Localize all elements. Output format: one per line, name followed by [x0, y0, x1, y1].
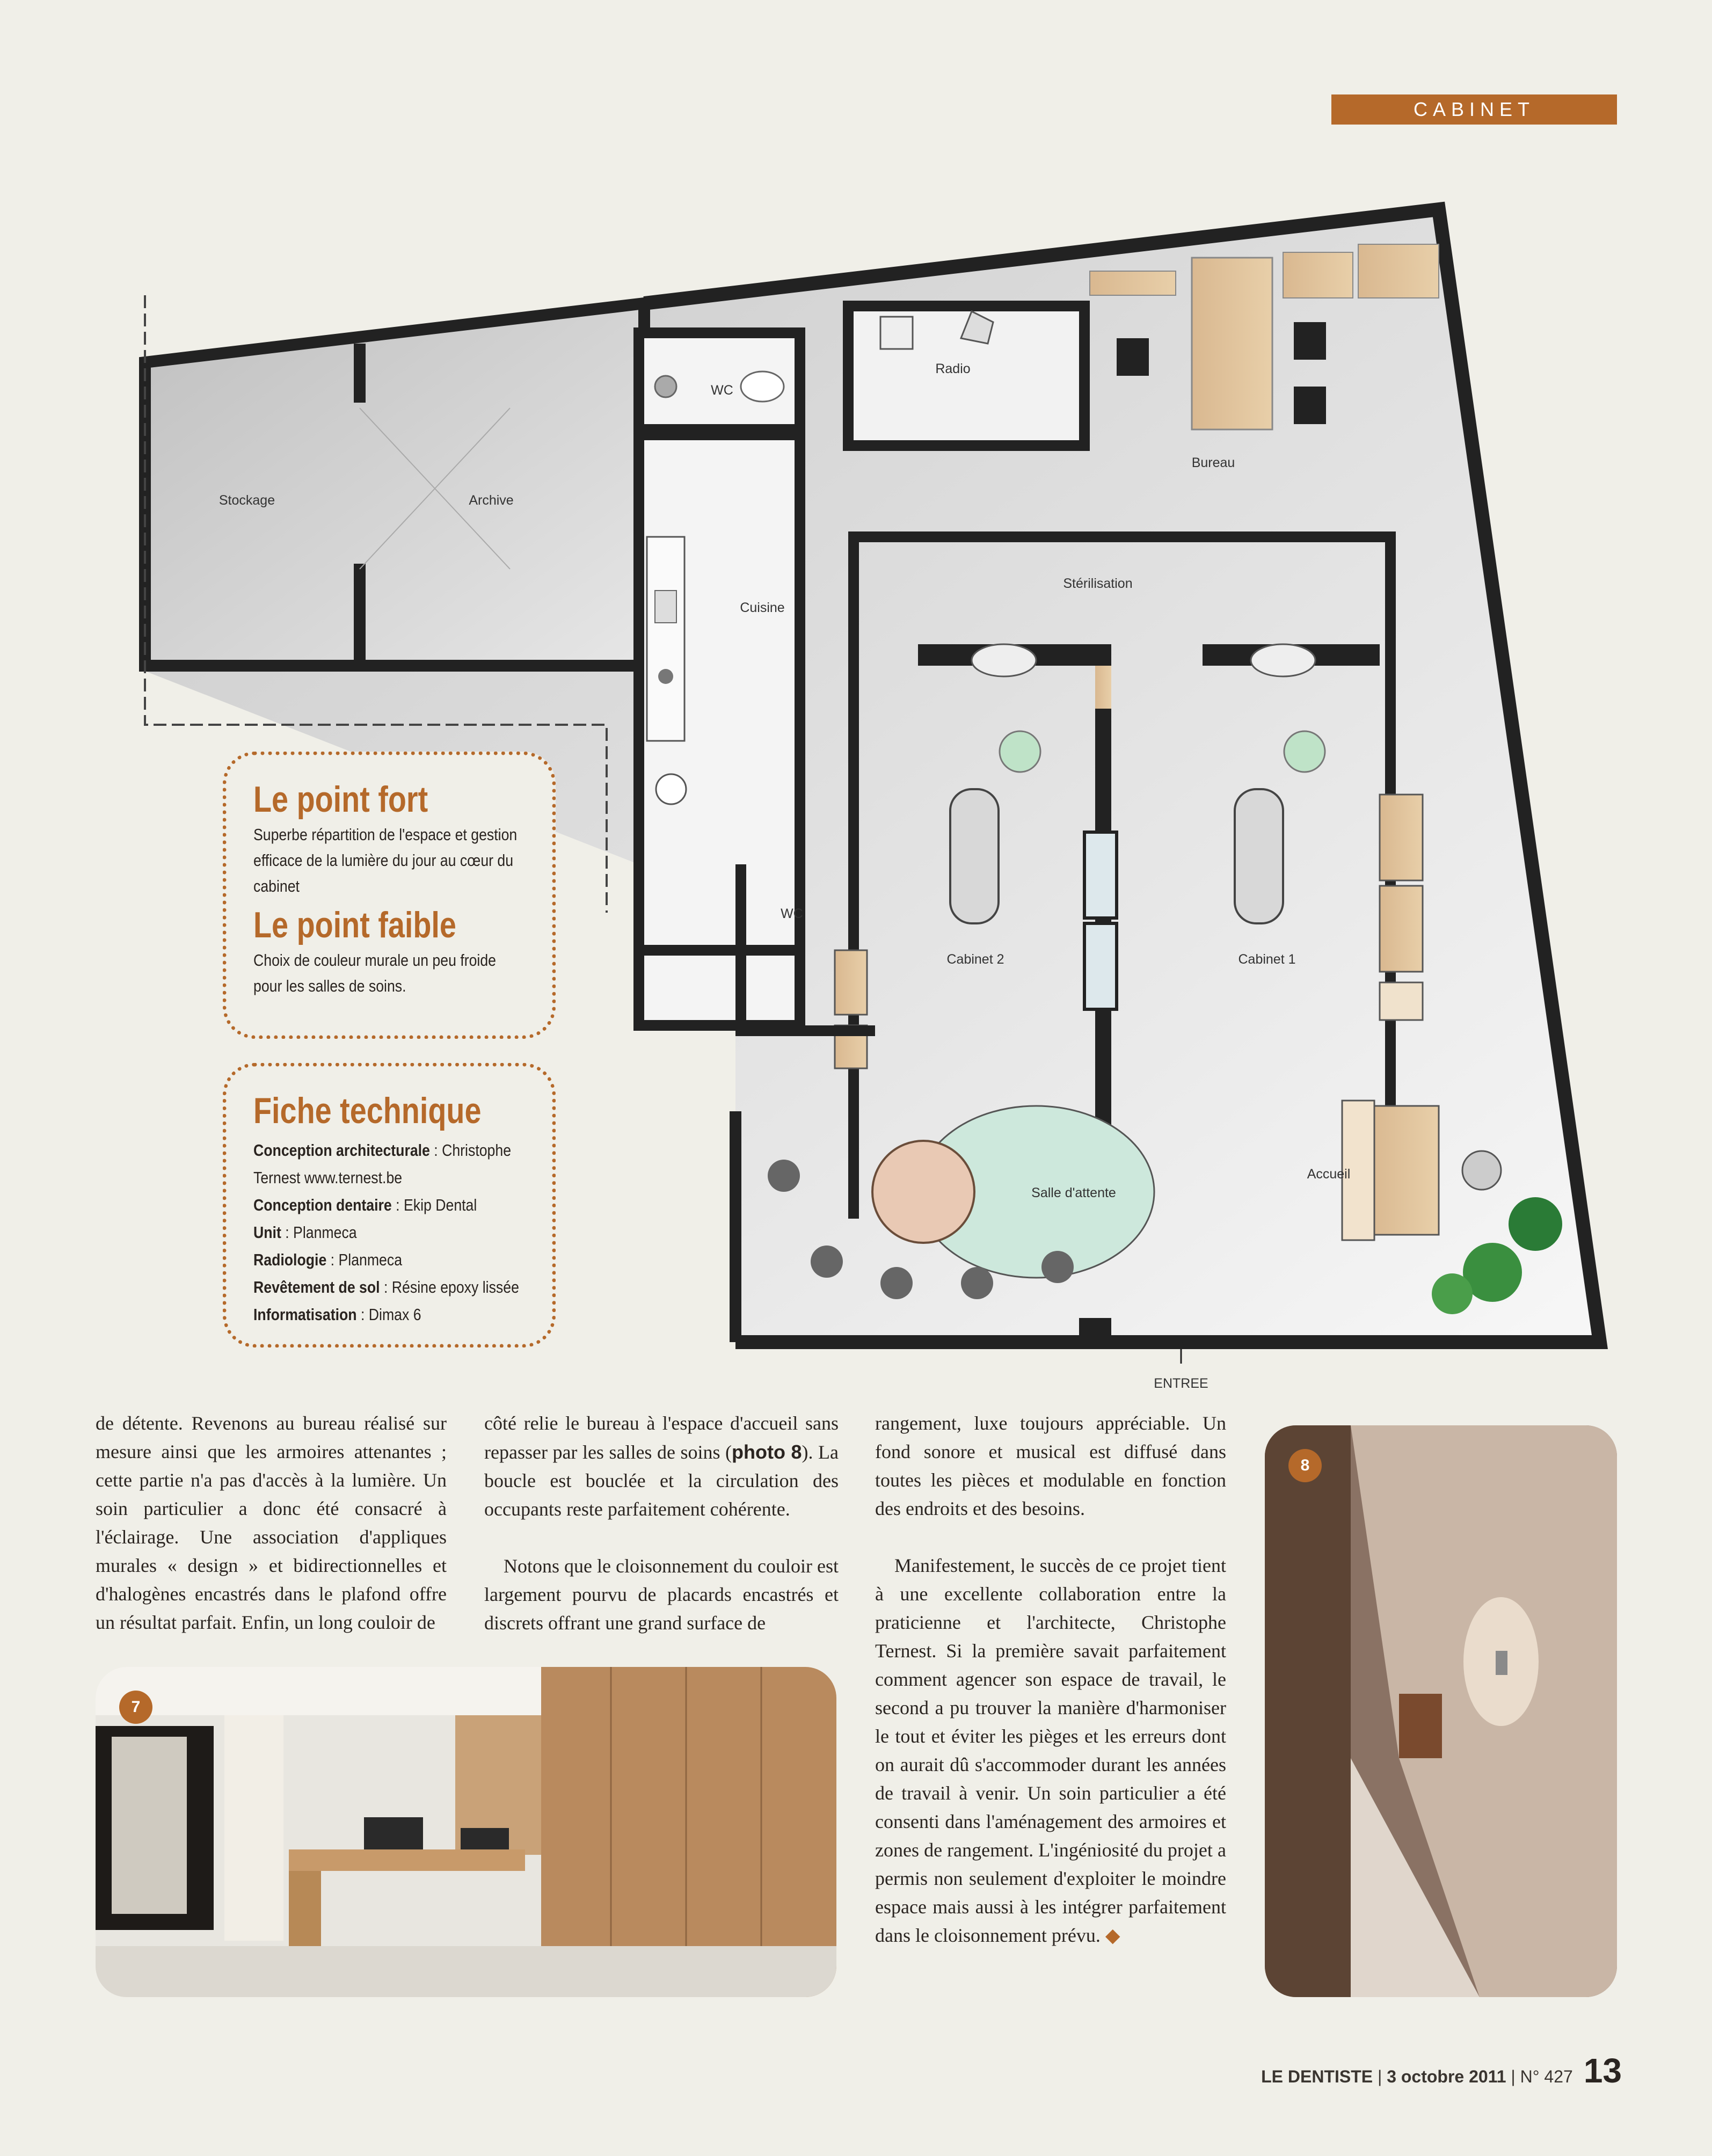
- article-column-2: [484, 1409, 839, 1666]
- photo-corridor-image: [1265, 1425, 1617, 1997]
- photo-number-8: 8: [1288, 1449, 1322, 1482]
- label-salle-attente: Salle d'attente: [1031, 1185, 1116, 1200]
- point-faible-title: Le point faible: [253, 905, 456, 945]
- label-accueil: Accueil: [1307, 1167, 1351, 1182]
- photo-office: [96, 1667, 836, 1997]
- fiche-row: Conception dentaire : Ekip Dental: [253, 1196, 477, 1214]
- footer-meta: LE DENTISTE | 3 octobre 2011 | N° 427: [1261, 2067, 1573, 2086]
- storage-area: [145, 303, 644, 666]
- article-column-1: [96, 1409, 447, 1665]
- end-mark: ◆: [1105, 1925, 1120, 1946]
- page-footer: [1261, 2051, 1622, 2091]
- label-archive: Archive: [469, 493, 514, 508]
- highlights-box: [223, 752, 556, 1039]
- fiche-row: Ternest www.ternest.be: [253, 1168, 403, 1187]
- section-tag: CABINET: [1331, 94, 1617, 125]
- fiche-row: Conception architecturale : Christophe: [253, 1141, 512, 1160]
- article-column-3: [875, 1409, 1226, 1978]
- article-paragraph: côté relie le bureau à l'espace d'accueil sans repasser par les salles de soins (photo 8). La boucle est bouclée et la circulation des occupants reste parfaitement cohérente.: [484, 1412, 839, 1520]
- fiche-row: Radiologie : Planmeca: [253, 1250, 403, 1269]
- article-paragraph: Notons que le cloisonnement du couloir est largement pourvu de placards encastrés et discrets offrant une grand surface de: [484, 1555, 839, 1634]
- page-number: 13: [1583, 2051, 1622, 2090]
- label-cabinet-1: Cabinet 1: [1238, 952, 1296, 967]
- label-entree: ENTREE: [1154, 1376, 1208, 1391]
- point-fort-text: Superbe répartition de l'espace et gestion efficace de la lumière du jour au cœur du cabinet: [253, 825, 518, 895]
- label-stockage: Stockage: [218, 493, 275, 508]
- article-paragraph: rangement, luxe toujours appréciable. Un fond sonore et musical est diffusé dans toutes les pièces et modulable en fonction des endroits et des besoins.: [875, 1412, 1226, 1519]
- fiche-row: Revêtement de sol : Résine epoxy lissée: [253, 1278, 519, 1296]
- fiche-row: Unit : Planmeca: [253, 1223, 357, 1242]
- fiche-technique-box: [223, 1063, 556, 1348]
- article-paragraph: Manifestement, le succès de ce projet tient à une excellente collaboration entre la praticienne et l'architecte, Christophe Ternest. Si la première savait parfaitement comment agencer son espace de travail, le second a pu trouver la manière d'harmoniser le tout et éviter les pièges et les erreurs dont on aurait dû s'accommoder durant les années de travail à venir. Un soin particulier a été consenti dans l'aménagement des armoires et zones de rangement. L'ingéniosité du projet a permis non seulement d'exploiter le moindre espace mais aussi à les intégrer parfaitement dans le cloisonnement prévu. ◆: [875, 1555, 1226, 1946]
- label-bureau: Bureau: [1191, 455, 1235, 470]
- photo-corridor: [1265, 1425, 1617, 1997]
- label-radio: Radio: [935, 361, 971, 376]
- fiche-title: Fiche technique: [253, 1090, 482, 1131]
- point-fort-title: Le point fort: [253, 779, 428, 820]
- article-paragraph: de détente. Revenons au bureau réalisé sur mesure ainsi que les armoires attenantes ; cette partie n'a pas d'accès à la lumière. Un soin particulier a donc été consacré à l'éclairage. Une association d'appliques murales « design » et bidirectionnelles et d'halogènes encastrés dans le plafond offre un résultat parfait. Enfin, un long couloir de: [96, 1412, 447, 1633]
- photo-office-image: [96, 1667, 836, 1997]
- label-sterilisation: Stérilisation: [1063, 576, 1133, 591]
- photo-number-7: 7: [119, 1691, 152, 1724]
- label-cuisine: Cuisine: [740, 600, 785, 615]
- label-wc-top: WC: [711, 383, 733, 398]
- label-cabinet-2: Cabinet 2: [946, 952, 1004, 967]
- fiche-row: Informatisation : Dimax 6: [253, 1305, 421, 1324]
- point-faible-text: Choix de couleur murale un peu froide pour les salles de soins.: [253, 951, 497, 995]
- label-wc-bottom: WC: [781, 906, 803, 921]
